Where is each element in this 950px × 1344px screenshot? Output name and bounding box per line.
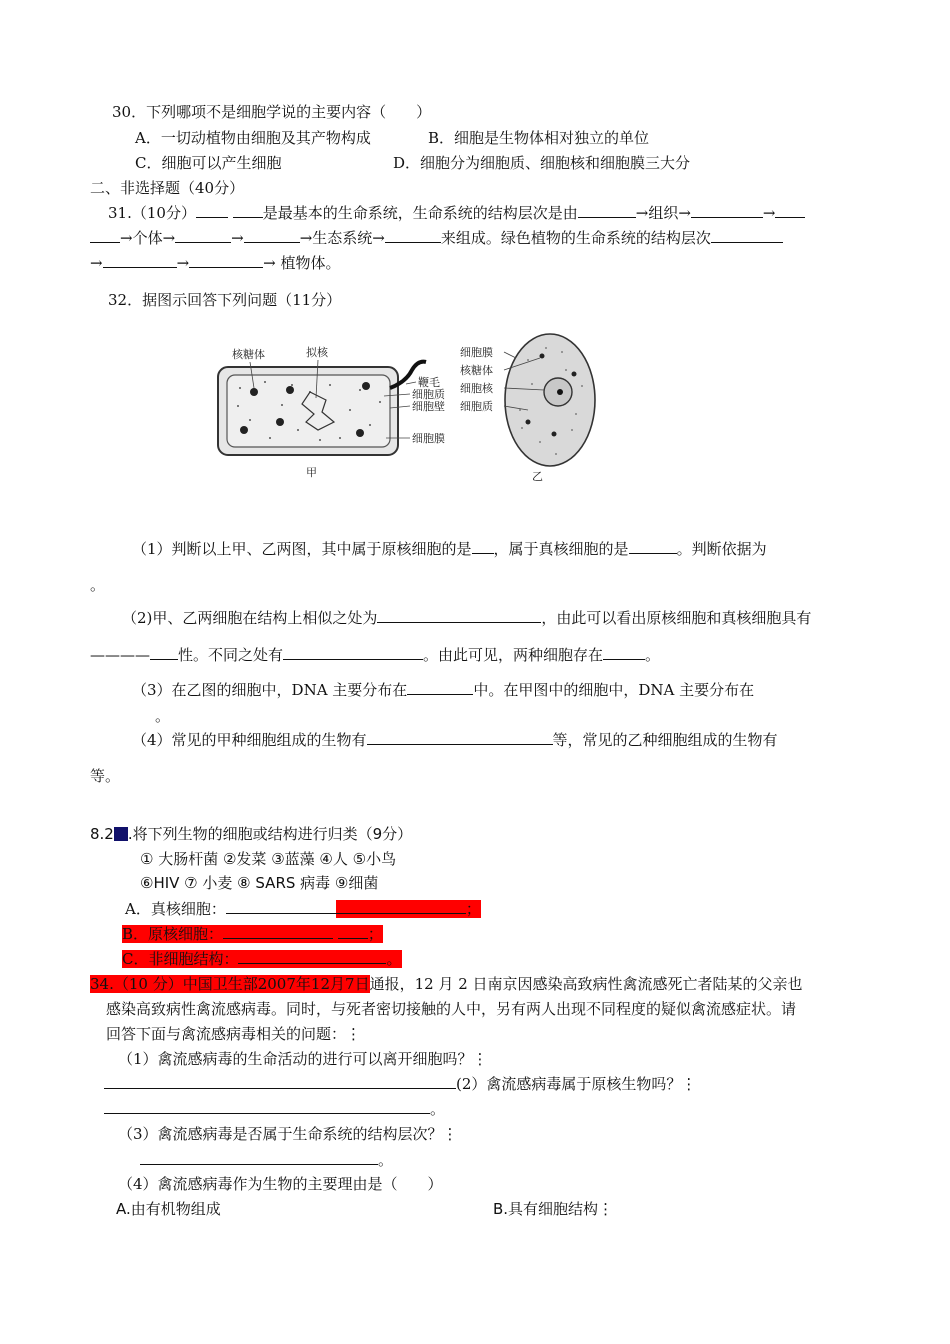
q33-option-c: C．非细胞结构： 。 bbox=[122, 950, 402, 968]
q34-sub2: (2）禽流感病毒属于原核生物吗？⋮ bbox=[104, 1074, 696, 1094]
label-cytoplasm: 细胞质 bbox=[412, 388, 445, 401]
label-b-membrane: 细胞膜 bbox=[460, 346, 493, 359]
q31-line-3: → → → 植物体。 bbox=[90, 254, 341, 272]
label-jia: 甲 bbox=[306, 466, 317, 479]
q34-sub3: （3）禽流感病毒是否属于生命系统的结构层次？⋮ bbox=[118, 1125, 458, 1143]
label-yi: 乙 bbox=[532, 470, 543, 483]
q34-sub3-answer: 。 bbox=[140, 1150, 393, 1170]
q30-stem: 30．下列哪项不是细胞学说的主要内容（ ） bbox=[112, 103, 432, 121]
q30-option-c: C．细胞可以产生细胞 bbox=[135, 154, 282, 172]
q32-sub3: （3）在乙图的细胞中，DNA 主要分布在 中。在甲图中的细胞中，DNA 主要分布在 bbox=[132, 681, 755, 699]
q33-option-b: B．原核细胞： ； bbox=[122, 925, 383, 943]
q32-sub3-end: 。 bbox=[155, 707, 171, 725]
q34-sub4: （4）禽流感病毒作为生物的主要理由是（ ） bbox=[118, 1175, 443, 1193]
q31-line-1: 31.（10分） 是最基本的生命系统，生命系统的结构层次是由 →组织→ → bbox=[108, 203, 805, 223]
q34-line-2: 感染高致病性禽流感病毒。同时，与死者密切接触的人中，另有两人出现不同程度的疑似禽流感症状。请 bbox=[106, 1000, 797, 1018]
label-nucleoid: 拟核 bbox=[306, 346, 328, 359]
q32-sub4-end: 等。 bbox=[90, 767, 121, 785]
q33-organisms-line-2: ⑥HIV ⑦ 小麦 ⑧ SARS 病毒 ⑨细菌 bbox=[140, 874, 379, 892]
q30-option-d: D．细胞分为细胞质、细胞核和细胞膜三大分 bbox=[393, 154, 691, 172]
label-cell-wall: 细胞壁 bbox=[412, 400, 445, 413]
q32-sub2-line2: ———— 性。不同之处有 。由此可见，两种细胞存在 。 bbox=[90, 646, 661, 664]
q32-sub1-end: 。 bbox=[90, 576, 106, 594]
q32-sub2: （2)甲、乙两细胞在结构上相似之处为 ，由此可以看出原核细胞和真核细胞具有 bbox=[122, 609, 812, 627]
q34-line-3: 回答下面与禽流感病毒相关的问题：⋮ bbox=[106, 1025, 362, 1043]
q32-stem: 32．据图示回答下列问题（11分） bbox=[108, 291, 342, 309]
q31-line-2: →个体→ → →生态系统→ 来组成。绿色植物的生命系统的结构层次 bbox=[90, 228, 783, 248]
label-b-cytoplasm: 细胞质 bbox=[460, 400, 493, 413]
label-ribosome: 核糖体 bbox=[232, 348, 265, 361]
q30-option-b: B．细胞是生物体相对独立的单位 bbox=[428, 129, 650, 147]
label-b-nucleus: 细胞核 bbox=[460, 382, 493, 395]
q34-option-a: A.由有机物组成 bbox=[116, 1200, 221, 1218]
q34-sub1: （1）禽流感病毒的生命活动的进行可以离开细胞吗？⋮ bbox=[118, 1050, 488, 1068]
label-membrane: 细胞膜 bbox=[412, 432, 445, 445]
q33-stem: 8.2 .将下列生物的细胞或结构进行归类（9分） bbox=[90, 825, 413, 843]
highlight-mark bbox=[114, 827, 128, 841]
q34-line-1: 34.（10 分）中国卫生部2007年12月7日通报，12 月 2 日南京因感染高致病性禽流感死亡者陆某的父亲也 bbox=[90, 975, 803, 993]
q30-option-a: A．一切动植物由细胞及其产物构成 bbox=[135, 129, 371, 147]
q33-organisms-line-1: ① 大肠杆菌 ②发菜 ③蓝藻 ④人 ⑤小鸟 bbox=[140, 850, 397, 868]
cell-diagram bbox=[210, 330, 610, 490]
section-2-heading: 二、非选择题（40分） bbox=[90, 179, 245, 197]
q33-option-a: A．真核细胞： ； bbox=[125, 900, 481, 918]
q34-option-b: B.具有细胞结构⋮ bbox=[493, 1200, 614, 1218]
q32-sub4: （4）常见的甲种细胞组成的生物有 等，常见的乙种细胞组成的生物有 bbox=[132, 731, 778, 749]
label-b-ribosome: 核糖体 bbox=[460, 364, 493, 377]
label-flagellum: 鞭毛 bbox=[418, 376, 440, 389]
q32-sub1: （1）判断以上甲、乙两图，其中属于原核细胞的是 ，属于真核细胞的是 。判断依据为 bbox=[132, 540, 767, 558]
q34-sub2-answer: 。 bbox=[104, 1099, 445, 1119]
nucleolus-shape bbox=[557, 389, 563, 395]
